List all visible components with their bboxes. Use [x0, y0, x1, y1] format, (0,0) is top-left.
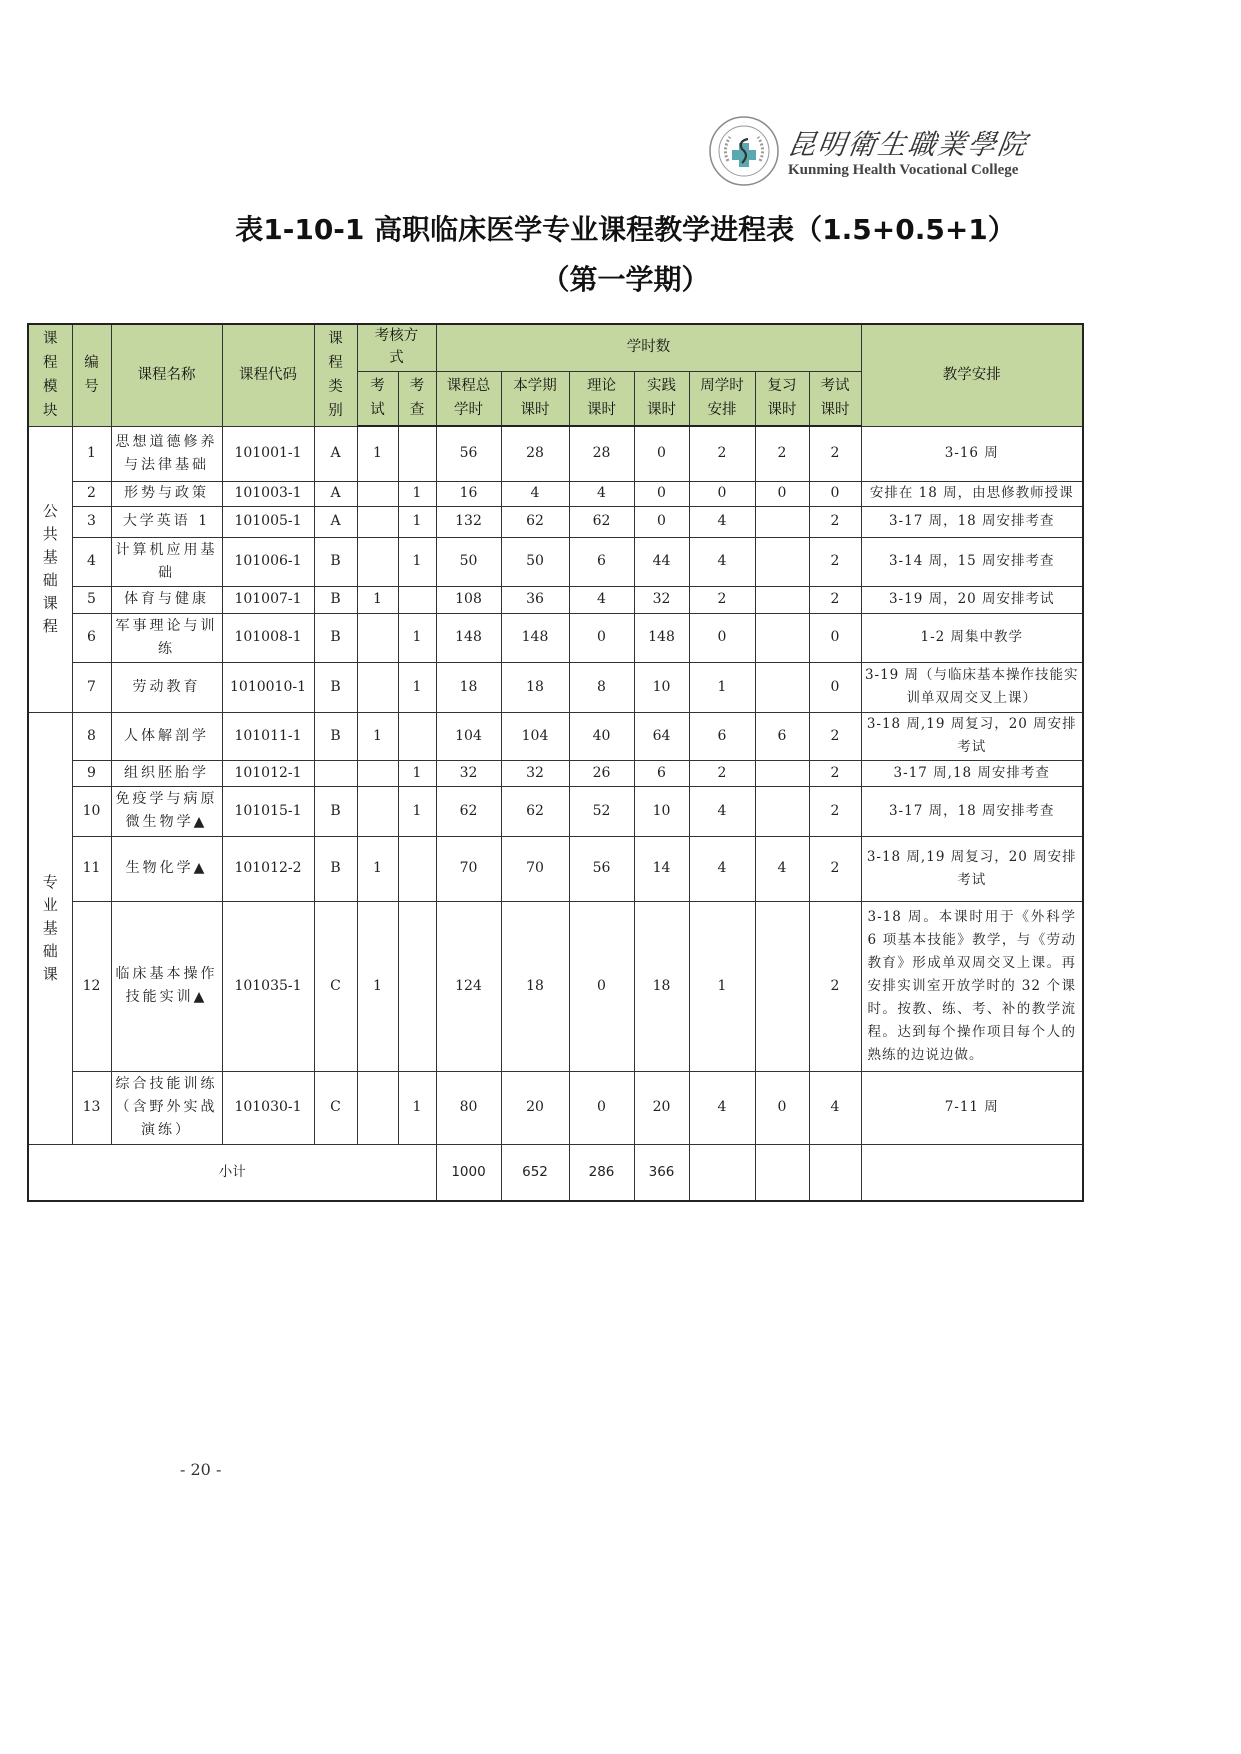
header-exam-text: 考试	[370, 378, 385, 419]
weekly-hours: 2	[689, 760, 755, 786]
exam-hours: 0	[809, 481, 861, 506]
weekly-hours: 4	[689, 786, 755, 836]
term-hours: 18	[501, 901, 569, 1071]
weekly-hours: 2	[689, 586, 755, 613]
header-review-hours	[755, 371, 809, 426]
check-mark: 1	[398, 506, 436, 537]
exam-hours: 2	[809, 901, 861, 1071]
header-course-type	[314, 324, 357, 426]
course-code: 101006-1	[222, 537, 314, 586]
course-code: 101001-1	[222, 426, 314, 481]
course-type: A	[314, 426, 357, 481]
teaching-arrangement: 安排在 18 周，由思修教师授课	[861, 481, 1083, 506]
table-row	[28, 1071, 1083, 1144]
term-hours: 28	[501, 426, 569, 481]
weekly-hours: 4	[689, 537, 755, 586]
practice-hours: 6	[634, 760, 689, 786]
exam-hours: 2	[809, 537, 861, 586]
weekly-hours: 1	[689, 901, 755, 1071]
header-total-hours-text: 课程总学时	[446, 378, 491, 419]
total-hours: 50	[436, 537, 501, 586]
total-hours: 56	[436, 426, 501, 481]
exam-hours: 2	[809, 786, 861, 836]
subtotal-term-hours: 652	[501, 1144, 569, 1201]
exam-mark	[357, 537, 398, 586]
theory-hours: 40	[569, 712, 634, 760]
review-hours: 4	[755, 836, 809, 901]
review-hours	[755, 786, 809, 836]
exam-hours: 2	[809, 586, 861, 613]
header-review-hours-text: 复习课时	[767, 378, 797, 419]
review-hours	[755, 537, 809, 586]
course-number: 3	[72, 506, 111, 537]
total-hours: 104	[436, 712, 501, 760]
module-name: 专业基础课	[42, 872, 58, 983]
course-code: 101030-1	[222, 1071, 314, 1144]
course-number: 1	[72, 426, 111, 481]
total-hours: 80	[436, 1071, 501, 1144]
header-check	[398, 371, 436, 426]
practice-hours: 0	[634, 481, 689, 506]
course-number: 8	[72, 712, 111, 760]
module-cell	[28, 712, 72, 1144]
term-hours: 32	[501, 760, 569, 786]
course-number: 5	[72, 586, 111, 613]
course-type: B	[314, 537, 357, 586]
exam-hours: 4	[809, 1071, 861, 1144]
theory-hours: 56	[569, 836, 634, 901]
course-number: 2	[72, 481, 111, 506]
check-mark: 1	[398, 662, 436, 712]
subtotal-arrangement	[861, 1144, 1083, 1201]
term-hours: 148	[501, 613, 569, 662]
course-code: 101008-1	[222, 613, 314, 662]
check-mark: 1	[398, 613, 436, 662]
table-row	[28, 662, 1083, 712]
course-type: B	[314, 586, 357, 613]
course-code: 101011-1	[222, 712, 314, 760]
page-title: 表1-10-1 高职临床医学专业课程教学进程表（1.5+0.5+1）	[235, 213, 1016, 246]
header-assessment-text: 考核方式	[374, 328, 419, 367]
check-mark	[398, 712, 436, 760]
theory-hours: 6	[569, 537, 634, 586]
review-hours	[755, 613, 809, 662]
course-name: 组织胚胎学	[111, 760, 222, 786]
table-row	[28, 901, 1083, 1071]
weekly-hours: 1	[689, 662, 755, 712]
exam-mark	[357, 481, 398, 506]
total-hours: 18	[436, 662, 501, 712]
header-exam-hours-text: 考试课时	[820, 378, 850, 419]
course-name: 免疫学与病原微生物学▲	[111, 786, 222, 836]
exam-mark	[357, 760, 398, 786]
header-total-hours	[436, 371, 501, 426]
check-mark: 1	[398, 481, 436, 506]
course-number: 12	[72, 901, 111, 1071]
weekly-hours: 6	[689, 712, 755, 760]
theory-hours: 4	[569, 481, 634, 506]
table-row	[28, 506, 1083, 537]
course-name: 综合技能训练（含野外实战演练）	[111, 1071, 222, 1144]
term-hours: 62	[501, 506, 569, 537]
header-module	[28, 324, 72, 426]
weekly-hours: 4	[689, 1071, 755, 1144]
teaching-arrangement: 3-17 周，18 周安排考查	[861, 506, 1083, 537]
course-name: 生物化学▲	[111, 836, 222, 901]
practice-hours: 20	[634, 1071, 689, 1144]
table-row	[28, 481, 1083, 506]
weekly-hours: 0	[689, 481, 755, 506]
course-type: C	[314, 1071, 357, 1144]
exam-mark	[357, 662, 398, 712]
review-hours	[755, 901, 809, 1071]
total-hours: 32	[436, 760, 501, 786]
course-type: B	[314, 662, 357, 712]
table-row	[28, 760, 1083, 786]
table-row	[28, 586, 1083, 613]
course-type: A	[314, 506, 357, 537]
theory-hours: 8	[569, 662, 634, 712]
course-type: B	[314, 712, 357, 760]
logo-english-name: Kunming Health Vocational College	[788, 162, 1019, 178]
header-assessment	[357, 324, 436, 371]
practice-hours: 10	[634, 786, 689, 836]
check-mark	[398, 426, 436, 481]
check-mark: 1	[398, 786, 436, 836]
course-type: A	[314, 481, 357, 506]
practice-hours: 0	[634, 426, 689, 481]
review-hours	[755, 662, 809, 712]
header-practice-hours-text: 实践课时	[647, 378, 676, 419]
teaching-arrangement: 3-17 周,18 周安排考查	[861, 760, 1083, 786]
course-type: B	[314, 836, 357, 901]
module-name: 公共基础课程	[42, 502, 58, 635]
total-hours: 124	[436, 901, 501, 1071]
course-name: 体育与健康	[111, 586, 222, 613]
check-mark: 1	[398, 1071, 436, 1144]
total-hours: 70	[436, 836, 501, 901]
table-row	[28, 426, 1083, 481]
weekly-hours: 4	[689, 506, 755, 537]
total-hours: 132	[436, 506, 501, 537]
teaching-arrangement: 3-17 周，18 周安排考查	[861, 786, 1083, 836]
course-name: 人体解剖学	[111, 712, 222, 760]
exam-mark	[357, 613, 398, 662]
course-type	[314, 760, 357, 786]
header-term-hours-text: 本学期课时	[513, 378, 557, 419]
theory-hours: 52	[569, 786, 634, 836]
review-hours	[755, 586, 809, 613]
course-number: 11	[72, 836, 111, 901]
exam-mark: 1	[357, 836, 398, 901]
table-row	[28, 786, 1083, 836]
course-name: 计算机应用基础	[111, 537, 222, 586]
total-hours: 108	[436, 586, 501, 613]
theory-hours: 0	[569, 613, 634, 662]
header-number-text: 编号	[84, 355, 99, 396]
practice-hours: 0	[634, 506, 689, 537]
header-weekly-hours	[689, 371, 755, 426]
subtotal-total-hours: 1000	[436, 1144, 501, 1201]
practice-hours: 18	[634, 901, 689, 1071]
review-hours	[755, 506, 809, 537]
theory-hours: 4	[569, 586, 634, 613]
course-code: 101015-1	[222, 786, 314, 836]
course-type: C	[314, 901, 357, 1071]
course-name: 思想道德修养与法律基础	[111, 426, 222, 481]
course-type: B	[314, 613, 357, 662]
check-mark	[398, 586, 436, 613]
header-arrangement: 教学安排	[861, 324, 1083, 426]
header-course-name: 课程名称	[111, 324, 222, 426]
total-hours: 148	[436, 613, 501, 662]
course-name: 临床基本操作技能实训▲	[111, 901, 222, 1071]
header-term-hours	[501, 371, 569, 426]
subtotal-label: 小计	[28, 1144, 436, 1201]
review-hours: 0	[755, 1071, 809, 1144]
course-code: 101012-1	[222, 760, 314, 786]
weekly-hours: 2	[689, 426, 755, 481]
subtotal-row	[28, 1144, 1083, 1201]
review-hours	[755, 760, 809, 786]
teaching-arrangement: 3-14 周，15 周安排考查	[861, 537, 1083, 586]
term-hours: 50	[501, 537, 569, 586]
page-subtitle: （第一学期）	[541, 263, 710, 296]
term-hours: 18	[501, 662, 569, 712]
header-theory-hours	[569, 371, 634, 426]
exam-hours: 0	[809, 662, 861, 712]
exam-hours: 2	[809, 836, 861, 901]
exam-mark: 1	[357, 712, 398, 760]
weekly-hours: 4	[689, 836, 755, 901]
header-practice-hours	[634, 371, 689, 426]
exam-hours: 2	[809, 712, 861, 760]
theory-hours: 62	[569, 506, 634, 537]
check-mark	[398, 836, 436, 901]
course-name: 形势与政策	[111, 481, 222, 506]
theory-hours: 28	[569, 426, 634, 481]
course-number: 13	[72, 1071, 111, 1144]
header-number	[72, 324, 111, 426]
teaching-arrangement: 3-19 周（与临床基本操作技能实训单双周交叉上课）	[861, 662, 1083, 712]
header-course-type-text: 课程类别	[328, 331, 343, 420]
teaching-arrangement: 1-2 周集中教学	[861, 613, 1083, 662]
teaching-arrangement: 3-18 周,19 周复习，20 周安排考试	[861, 712, 1083, 760]
course-number: 10	[72, 786, 111, 836]
subtotal-practice-hours: 366	[634, 1144, 689, 1201]
course-type: B	[314, 786, 357, 836]
header-check-text: 考查	[409, 378, 425, 419]
exam-hours: 2	[809, 760, 861, 786]
course-code: 101012-2	[222, 836, 314, 901]
header-module-text: 课程模块	[43, 331, 58, 420]
header-weekly-hours-text: 周学时安排	[700, 378, 744, 419]
practice-hours: 10	[634, 662, 689, 712]
term-hours: 104	[501, 712, 569, 760]
total-hours: 16	[436, 481, 501, 506]
term-hours: 70	[501, 836, 569, 901]
teaching-arrangement: 3-18 周。本课时用于《外科学 6 项基本技能》教学，与《劳动教育》形成单双周交叉上课。再安排实训室开放学时的 32 个课时。按教、练、考、补的教学流程。达到每个操作项目每个人的熟练的边说边做。	[861, 901, 1083, 1071]
course-number: 9	[72, 760, 111, 786]
exam-mark	[357, 786, 398, 836]
course-schedule-table	[27, 323, 1084, 1202]
theory-hours: 0	[569, 901, 634, 1071]
subtotal-weekly-hours	[689, 1144, 755, 1201]
exam-hours: 2	[809, 506, 861, 537]
practice-hours: 148	[634, 613, 689, 662]
exam-mark: 1	[357, 901, 398, 1071]
total-hours: 62	[436, 786, 501, 836]
header-theory-hours-text: 理论课时	[587, 378, 616, 419]
term-hours: 36	[501, 586, 569, 613]
teaching-arrangement: 3-18 周,19 周复习，20 周安排考试	[861, 836, 1083, 901]
header-hours: 学时数	[436, 324, 861, 371]
exam-hours: 2	[809, 426, 861, 481]
subtotal-exam-hours	[809, 1144, 861, 1201]
college-seal-icon	[708, 115, 780, 187]
course-code: 101035-1	[222, 901, 314, 1071]
course-number: 6	[72, 613, 111, 662]
course-name: 劳动教育	[111, 662, 222, 712]
subtotal-theory-hours: 286	[569, 1144, 634, 1201]
practice-hours: 64	[634, 712, 689, 760]
course-number: 7	[72, 662, 111, 712]
practice-hours: 32	[634, 586, 689, 613]
subtotal-review-hours	[755, 1144, 809, 1201]
page-number: - 20 -	[180, 1460, 222, 1479]
course-code: 101005-1	[222, 506, 314, 537]
logo-chinese-name: 昆明衛生職業學院	[785, 128, 1031, 161]
teaching-arrangement: 3-19 周，20 周安排考试	[861, 586, 1083, 613]
review-hours: 2	[755, 426, 809, 481]
table-row	[28, 537, 1083, 586]
course-name: 军事理论与训练	[111, 613, 222, 662]
table-row	[28, 836, 1083, 901]
header-exam	[357, 371, 398, 426]
header-exam-hours	[809, 371, 861, 426]
header-course-code: 课程代码	[222, 324, 314, 426]
check-mark: 1	[398, 760, 436, 786]
exam-mark: 1	[357, 586, 398, 613]
check-mark: 1	[398, 537, 436, 586]
table-row	[28, 712, 1083, 760]
theory-hours: 0	[569, 1071, 634, 1144]
college-logo	[708, 115, 1038, 190]
theory-hours: 26	[569, 760, 634, 786]
review-hours: 0	[755, 481, 809, 506]
teaching-arrangement: 7-11 周	[861, 1071, 1083, 1144]
module-cell	[28, 426, 72, 712]
exam-mark	[357, 1071, 398, 1144]
course-number: 4	[72, 537, 111, 586]
table-row	[28, 613, 1083, 662]
check-mark	[398, 901, 436, 1071]
term-hours: 20	[501, 1071, 569, 1144]
term-hours: 4	[501, 481, 569, 506]
exam-mark: 1	[357, 426, 398, 481]
course-code: 101007-1	[222, 586, 314, 613]
exam-hours: 0	[809, 613, 861, 662]
practice-hours: 14	[634, 836, 689, 901]
review-hours: 6	[755, 712, 809, 760]
exam-mark	[357, 506, 398, 537]
teaching-arrangement: 3-16 周	[861, 426, 1083, 481]
course-code: 101003-1	[222, 481, 314, 506]
course-name: 大学英语 1	[111, 506, 222, 537]
term-hours: 62	[501, 786, 569, 836]
practice-hours: 44	[634, 537, 689, 586]
course-code: 1010010-1	[222, 662, 314, 712]
weekly-hours: 0	[689, 613, 755, 662]
